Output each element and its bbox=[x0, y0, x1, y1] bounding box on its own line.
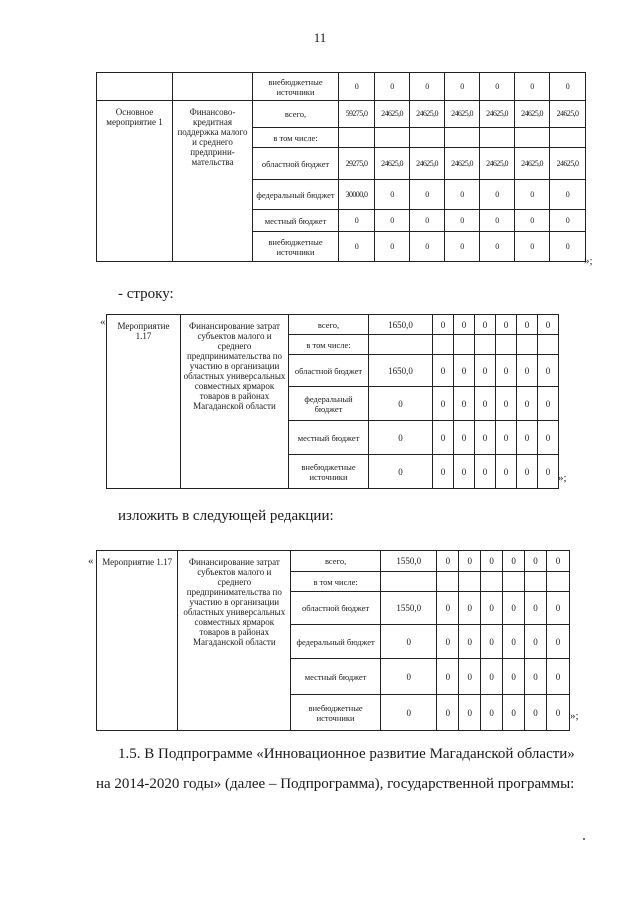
table-cell: 0 bbox=[480, 210, 515, 232]
row-label: федеральный бюджет bbox=[289, 387, 369, 421]
table-row bbox=[97, 73, 586, 101]
table-cell: 0 bbox=[496, 387, 517, 421]
table-cell: 0 bbox=[437, 659, 459, 695]
table-cell: 0 bbox=[496, 355, 517, 387]
table-cell: 29275,0 bbox=[339, 148, 375, 180]
table-cell: 0 bbox=[459, 695, 481, 731]
table-cell: 0 bbox=[369, 387, 433, 421]
table-cell: 0 bbox=[475, 455, 496, 489]
table-cell: 0 bbox=[437, 695, 459, 731]
table-cell: 1550,0 bbox=[381, 592, 437, 625]
table-cell: 0 bbox=[496, 421, 517, 455]
measure-name: Мероприятие 1.17 bbox=[107, 315, 181, 489]
table-cell: 0 bbox=[433, 421, 454, 455]
table-cell: 24625,0 bbox=[480, 101, 515, 128]
table-cell: 1650,0 bbox=[369, 315, 433, 335]
table-cell: 0 bbox=[538, 315, 559, 335]
row-label: внебюджетные источники bbox=[291, 695, 381, 731]
table-cell: 0 bbox=[503, 625, 525, 659]
table-cell: 0 bbox=[538, 387, 559, 421]
table-cell: 0 bbox=[445, 73, 480, 101]
table-cell: 0 bbox=[410, 232, 445, 262]
table-cell: 0 bbox=[515, 180, 550, 210]
table-cell: 24625,0 bbox=[445, 148, 480, 180]
table-cell: 0 bbox=[481, 551, 503, 572]
table-cell: 0 bbox=[546, 695, 569, 731]
row-label: местный бюджет bbox=[253, 210, 339, 232]
table-cell: 0 bbox=[454, 421, 475, 455]
table-cell: 0 bbox=[550, 180, 586, 210]
table1-end-mark: »; bbox=[584, 255, 593, 267]
table-cell: 24625,0 bbox=[410, 101, 445, 128]
table-cell: 0 bbox=[381, 625, 437, 659]
table-cell: 0 bbox=[459, 625, 481, 659]
row-label: в том числе: bbox=[289, 335, 369, 355]
table-cell: 0 bbox=[550, 73, 586, 101]
table-cell: 0 bbox=[481, 659, 503, 695]
table-cell: 0 bbox=[475, 355, 496, 387]
table2-end-mark: »; bbox=[558, 472, 567, 484]
row-label: областной бюджет bbox=[253, 148, 339, 180]
table-cell: 0 bbox=[496, 315, 517, 335]
paragraph-line-1: 1.5. В Подпрограмме «Инновационное развитие Магаданской области» bbox=[118, 746, 575, 762]
table-cell: 0 bbox=[459, 659, 481, 695]
paragraph-line-2: на 2014-2020 годы» (далее – Подпрограмма), государственной программы: bbox=[96, 776, 575, 792]
table-cell: 0 bbox=[546, 659, 569, 695]
table-cell: 0 bbox=[525, 551, 547, 572]
table-cell: 0 bbox=[503, 659, 525, 695]
row-label: федеральный бюджет bbox=[253, 180, 339, 210]
table-cell: 0 bbox=[503, 695, 525, 731]
table-cell: 0 bbox=[515, 210, 550, 232]
table-cell: 0 bbox=[369, 455, 433, 489]
table-cell: 0 bbox=[475, 315, 496, 335]
table-cell: 0 bbox=[480, 180, 515, 210]
table3-open-quote: « bbox=[88, 555, 94, 567]
table-cell: 0 bbox=[481, 592, 503, 625]
row-label: всего, bbox=[291, 551, 381, 572]
row-label: местный бюджет bbox=[291, 659, 381, 695]
table-cell: 0 bbox=[433, 455, 454, 489]
table-cell: 0 bbox=[445, 210, 480, 232]
row-label: местный бюджет bbox=[289, 421, 369, 455]
table-cell: 0 bbox=[410, 73, 445, 101]
row-label: всего, bbox=[289, 315, 369, 335]
row-label: всего, bbox=[253, 101, 339, 128]
table-cell: 0 bbox=[480, 232, 515, 262]
table-cell: 0 bbox=[381, 659, 437, 695]
table-cell: 0 bbox=[437, 592, 459, 625]
table-cell: 0 bbox=[515, 232, 550, 262]
table-cell: 0 bbox=[459, 592, 481, 625]
table-cell: 0 bbox=[410, 210, 445, 232]
row-label: внебюджетные источники bbox=[289, 455, 369, 489]
table-cell: 0 bbox=[538, 355, 559, 387]
table-cell: 0 bbox=[369, 421, 433, 455]
table-cell: 0 bbox=[515, 73, 550, 101]
row-label: федеральный бюджет bbox=[291, 625, 381, 659]
table-cell: 24625,0 bbox=[550, 148, 586, 180]
measure-description: Финансирование затрат субъектов малого и среднего предпринимательства по участию в организации областных универсальных совместных ярмарок товаров в районах Магаданской области bbox=[178, 551, 291, 731]
table-cell: 0 bbox=[459, 551, 481, 572]
table-cell: 24625,0 bbox=[550, 101, 586, 128]
table-cell: 30000,0 bbox=[339, 180, 375, 210]
row-label: областной бюджет bbox=[291, 592, 381, 625]
instruction-new-version: изложить в следующей редакции: bbox=[118, 508, 334, 524]
table-row bbox=[97, 551, 570, 572]
table-cell: 0 bbox=[454, 355, 475, 387]
scan-speck bbox=[583, 838, 585, 840]
instruction-replace-row: - строку: bbox=[118, 286, 174, 302]
table-cell: 0 bbox=[538, 455, 559, 489]
table-cell: 0 bbox=[517, 421, 538, 455]
table3-end-mark: »; bbox=[570, 710, 579, 722]
table-cell: 0 bbox=[525, 695, 547, 731]
table-cell: 0 bbox=[481, 625, 503, 659]
table-cell: 0 bbox=[454, 315, 475, 335]
table-cell: 0 bbox=[375, 210, 410, 232]
table-cell: 24625,0 bbox=[480, 148, 515, 180]
table-cell: 0 bbox=[481, 695, 503, 731]
table-cell: 0 bbox=[375, 232, 410, 262]
table-cell: 0 bbox=[546, 551, 569, 572]
table-cell: 0 bbox=[381, 695, 437, 731]
table-cell: 0 bbox=[433, 355, 454, 387]
table-cell: 0 bbox=[503, 551, 525, 572]
table-cell: 24625,0 bbox=[410, 148, 445, 180]
funding-table-2 bbox=[106, 314, 559, 489]
table-cell: 0 bbox=[517, 315, 538, 335]
table-cell: 0 bbox=[433, 315, 454, 335]
table-cell: 0 bbox=[546, 592, 569, 625]
table-cell: 1550,0 bbox=[381, 551, 437, 572]
measure-name: Основное мероприятие 1 bbox=[97, 101, 173, 262]
table-cell: 0 bbox=[339, 73, 375, 101]
table-cell: 0 bbox=[339, 210, 375, 232]
table-cell: 0 bbox=[480, 73, 515, 101]
funding-table-1 bbox=[96, 72, 586, 262]
table-cell: 0 bbox=[475, 387, 496, 421]
table-cell: 59275,0 bbox=[339, 101, 375, 128]
table-cell: 0 bbox=[375, 73, 410, 101]
table-row bbox=[107, 315, 559, 335]
table-cell: 0 bbox=[496, 455, 517, 489]
page-number: 11 bbox=[313, 30, 327, 45]
table-cell: 0 bbox=[503, 592, 525, 625]
table-cell: 0 bbox=[454, 387, 475, 421]
table-cell: 0 bbox=[525, 659, 547, 695]
table-row bbox=[97, 101, 586, 128]
table-cell: 0 bbox=[517, 387, 538, 421]
table-cell: 0 bbox=[339, 232, 375, 262]
table-cell: 0 bbox=[433, 387, 454, 421]
row-label: в том числе: bbox=[291, 572, 381, 592]
table-cell: 0 bbox=[550, 232, 586, 262]
table-cell: 0 bbox=[437, 551, 459, 572]
row-label: областной бюджет bbox=[289, 355, 369, 387]
table-cell: 0 bbox=[454, 455, 475, 489]
row-label: внебюджетные источники bbox=[253, 232, 339, 262]
table-cell: 24625,0 bbox=[375, 101, 410, 128]
table-cell: 24625,0 bbox=[515, 101, 550, 128]
table-cell: 0 bbox=[437, 625, 459, 659]
table2-open-quote: « bbox=[100, 316, 106, 328]
table-cell: 0 bbox=[546, 625, 569, 659]
table-cell: 0 bbox=[525, 592, 547, 625]
measure-description: Финансирование затрат субъектов малого и среднего предпринимательства по участию в организации областных универсальных совместных ярмарок товаров в районах Магаданской области bbox=[181, 315, 289, 489]
table-cell: 24625,0 bbox=[375, 148, 410, 180]
table-cell: 0 bbox=[517, 355, 538, 387]
table-cell: 0 bbox=[375, 180, 410, 210]
table-cell: 0 bbox=[538, 421, 559, 455]
table-cell: 24625,0 bbox=[445, 101, 480, 128]
table-cell: 0 bbox=[475, 421, 496, 455]
table-cell: 0 bbox=[410, 180, 445, 210]
table-cell: 0 bbox=[525, 625, 547, 659]
row-label: в том числе: bbox=[253, 128, 339, 148]
row-label: внебюджетные источники bbox=[253, 73, 339, 101]
table-cell: 24625,0 bbox=[515, 148, 550, 180]
measure-name: Мероприятие 1.17 bbox=[97, 551, 178, 731]
table-cell: 0 bbox=[445, 180, 480, 210]
table-cell: 0 bbox=[517, 455, 538, 489]
table-cell: 1650,0 bbox=[369, 355, 433, 387]
funding-table-3 bbox=[96, 550, 570, 731]
table-cell: 0 bbox=[550, 210, 586, 232]
table-cell: 0 bbox=[445, 232, 480, 262]
measure-description: Финансово-кредитная поддержка малого и среднего предприни-мательства bbox=[173, 101, 253, 262]
